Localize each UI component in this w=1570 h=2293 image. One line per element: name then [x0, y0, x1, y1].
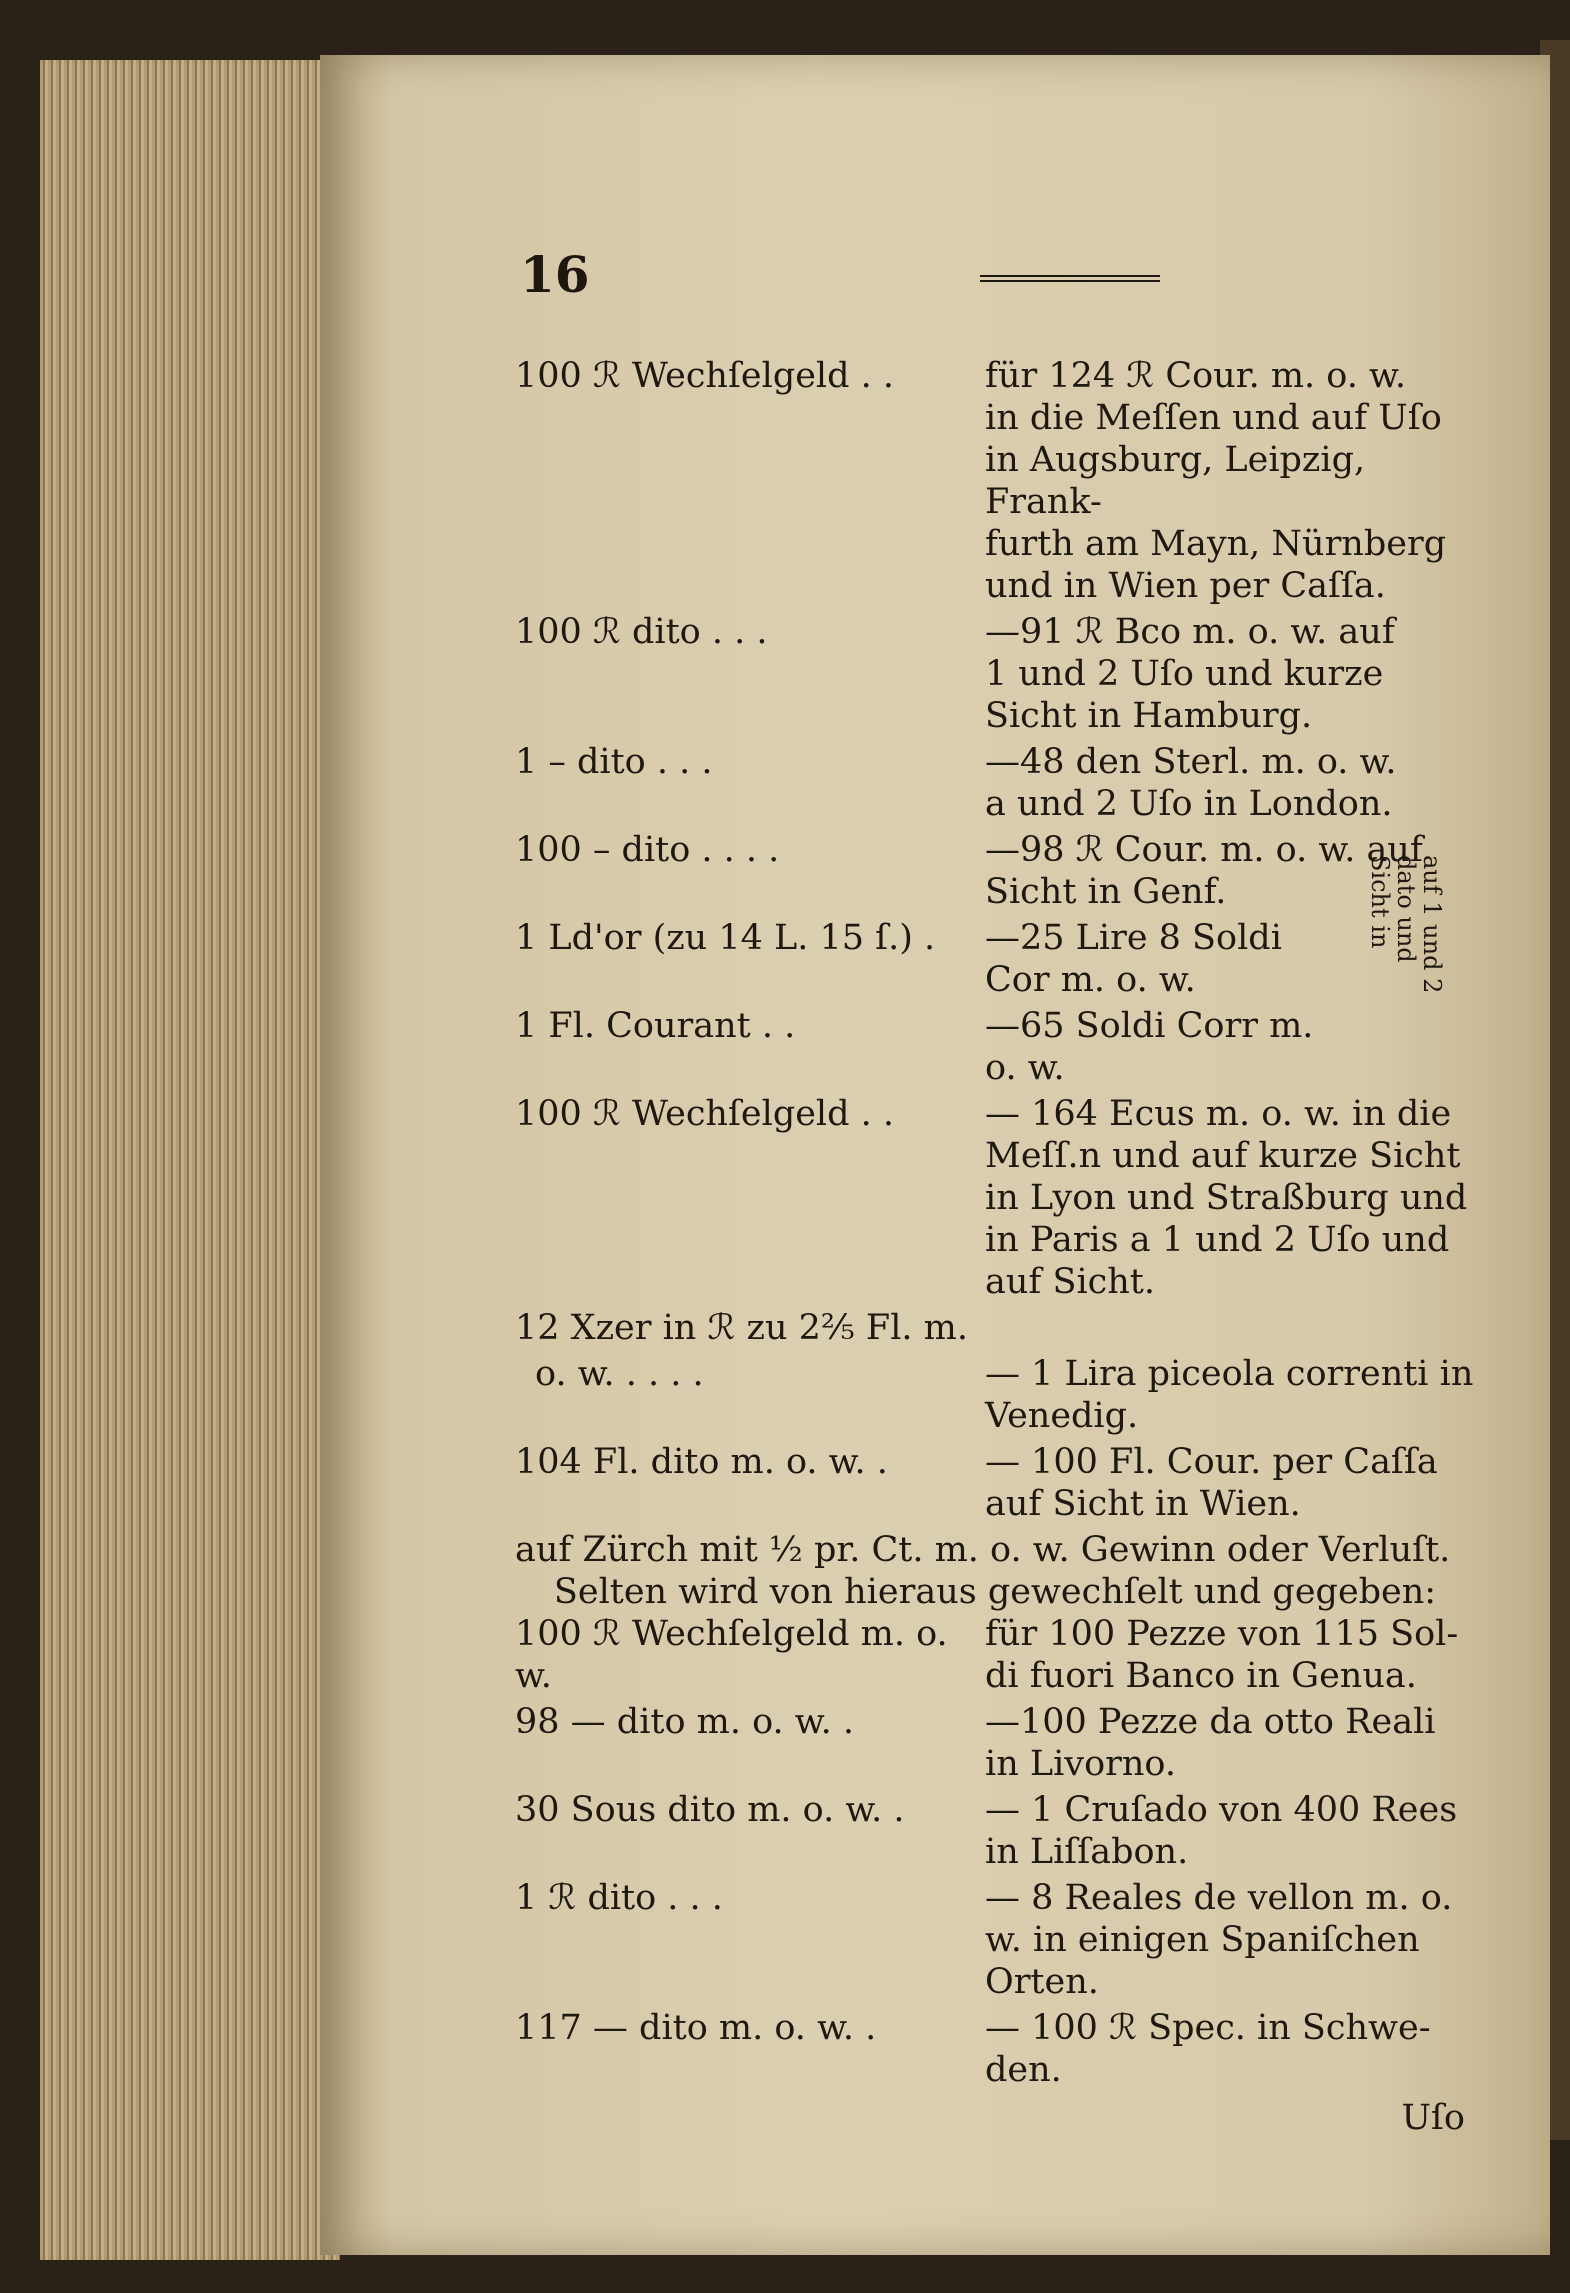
- entry-right-rate: [985, 1441, 1475, 1525]
- rate-line: und in Wien per Caſſa.: [985, 566, 1386, 606]
- exchange-entry: [515, 355, 1475, 607]
- rate-line: in Livorno.: [985, 1744, 1176, 1784]
- rate-line: 1 und 2 Uſo und kurze: [985, 654, 1384, 694]
- entry-left-amount: 100 ℛ dito . . .: [515, 612, 768, 652]
- rate-line: — 164 Ecus m. o. w. in die: [985, 1094, 1452, 1134]
- rate-line: Venedig.: [985, 1396, 1139, 1436]
- entry-left-amount: 117 — dito m. o. w. .: [515, 2008, 877, 2048]
- entry-right-rate: [985, 1307, 1475, 1349]
- rate-line: furth am Mayn, Nürnberg: [985, 524, 1447, 564]
- page-content: [515, 355, 1475, 2139]
- exchange-entry: [515, 1307, 1475, 1349]
- exchange-entry: [515, 1789, 1475, 1873]
- exchange-rate-list: [515, 355, 1475, 1525]
- rate-line: auf Sicht.: [985, 1262, 1155, 1302]
- rate-line: Meſſ.n und auf kurze Sicht: [985, 1136, 1461, 1176]
- entry-right-rate: [985, 1005, 1475, 1089]
- rate-line: w. in einigen Spaniſchen: [985, 1920, 1420, 1960]
- entry-right-rate: [985, 741, 1475, 825]
- rate-line: Orten.: [985, 1962, 1099, 2002]
- entry-right-rate: [985, 355, 1475, 607]
- rate-line: —91 ℛ Bco m. o. w. auf: [985, 612, 1395, 652]
- exchange-entry: [515, 1005, 1475, 1089]
- rate-line: in Augsburg, Leipzig, Frank-: [985, 440, 1366, 522]
- entry-left-amount: 30 Sous dito m. o. w. .: [515, 1790, 905, 1830]
- seldom-heading: Selten wird von hieraus gewechſelt und gegeben:: [553, 1572, 1437, 1612]
- rate-line: den.: [985, 2050, 1062, 2090]
- entry-right-rate: [985, 1877, 1475, 2003]
- entry-left-amount: 1 – dito . . .: [515, 742, 713, 782]
- entry-left-amount: 12 Xzer in ℛ zu 2⅖ Fl. m.: [515, 1308, 968, 1348]
- rate-line: in Paris a 1 und 2 Uſo und: [985, 1220, 1450, 1260]
- exchange-entry: [515, 917, 1475, 1001]
- entry-right-rate: [985, 1353, 1475, 1437]
- exchange-entry: [515, 829, 1475, 913]
- rate-line: für 100 Pezze von 115 Sol-: [985, 1614, 1459, 1654]
- page-header: [520, 215, 1420, 304]
- exchange-entry: [515, 2007, 1475, 2091]
- entry-right-rate: [985, 1613, 1475, 1697]
- entry-right-rate: [985, 2007, 1475, 2091]
- rate-line: — 8 Reales de vellon m. o.: [985, 1878, 1453, 1918]
- rate-line: —25 Lire 8 Soldi: [985, 918, 1282, 958]
- rate-line: di fuori Banco in Genua.: [985, 1656, 1417, 1696]
- entry-left-amount: 100 ℛ Wechſelgeld . .: [515, 356, 895, 396]
- page-number: 16: [520, 245, 590, 304]
- rate-line: —48 den Sterl. m. o. w.: [985, 742, 1397, 782]
- exchange-entry: [515, 1441, 1475, 1525]
- rate-line: a und 2 Uſo in London.: [985, 784, 1393, 824]
- entry-left-amount: 100 ℛ Wechſelgeld m. o. w.: [515, 1614, 948, 1696]
- entry-left-amount: 1 Fl. Courant . .: [515, 1006, 796, 1046]
- rate-line: — 100 ℛ Spec. in Schwe-: [985, 2008, 1431, 2048]
- entry-left-amount: 100 ℛ Wechſelgeld . .: [515, 1094, 895, 1134]
- rate-line: —98 ℛ Cour. m. o. w. auf: [985, 830, 1423, 870]
- entry-right-rate: [985, 1093, 1475, 1303]
- exchange-entry: [515, 1613, 1475, 1697]
- entry-right-rate: [985, 1789, 1475, 1873]
- rate-line: — 100 Fl. Cour. per Caſſa: [985, 1442, 1438, 1482]
- rate-line: — 1 Lira piceola correnti in: [985, 1354, 1474, 1394]
- entry-left-amount: 1 ℛ dito . . .: [515, 1878, 723, 1918]
- rate-line: in die Meſſen und auf Uſo: [985, 398, 1442, 438]
- rate-line: —65 Soldi Corr m.: [985, 1006, 1314, 1046]
- page-paper: [320, 55, 1550, 2255]
- exchange-entry: [515, 611, 1475, 737]
- exchange-entry: [515, 1877, 1475, 2003]
- exchange-entry: [515, 1353, 1475, 1437]
- rate-line: — 1 Cruſado von 400 Rees: [985, 1790, 1458, 1830]
- exchange-entry: [515, 1701, 1475, 1785]
- entry-right-rate: [985, 1701, 1475, 1785]
- entry-left-amount: 98 — dito m. o. w. .: [515, 1702, 854, 1742]
- rate-line: in Lyon und Straßburg und: [985, 1178, 1468, 1218]
- entry-left-amount: 104 Fl. dito m. o. w. .: [515, 1442, 888, 1482]
- rate-line: o. w.: [985, 1048, 1065, 1088]
- entry-left-amount: o. w. . . . .: [535, 1354, 704, 1394]
- entry-right-rate: [985, 611, 1475, 737]
- exchange-entry: [515, 741, 1475, 825]
- exchange-entry: [515, 1093, 1475, 1303]
- bracket-side-note: auf 1 und 2 dato und Sicht in: [1366, 855, 1446, 994]
- rate-line: —100 Pezze da otto Reali: [985, 1702, 1436, 1742]
- header-rule: [980, 275, 1160, 288]
- rate-line: Cor m. o. w.: [985, 960, 1196, 1000]
- rate-line: in Liſſabon.: [985, 1832, 1189, 1872]
- rate-line: Sicht in Genf.: [985, 872, 1227, 912]
- entry-left-amount: 1 Ld'or (zu 14 L. 15 ſ.) .: [515, 918, 936, 958]
- zurich-line: auf Zürch mit ½ pr. Ct. m. o. w. Gewinn oder Verluſt.: [515, 1530, 1451, 1570]
- rate-line: für 124 ℛ Cour. m. o. w.: [985, 356, 1406, 396]
- entry-left-amount: 100 – dito . . . .: [515, 830, 780, 870]
- catchword: Uſo: [1401, 2098, 1465, 2138]
- rate-line: Sicht in Hamburg.: [985, 696, 1313, 736]
- seldom-exchange-list: [515, 1613, 1475, 2091]
- book-page-edges: [40, 60, 340, 2260]
- rate-line: auf Sicht in Wien.: [985, 1484, 1301, 1524]
